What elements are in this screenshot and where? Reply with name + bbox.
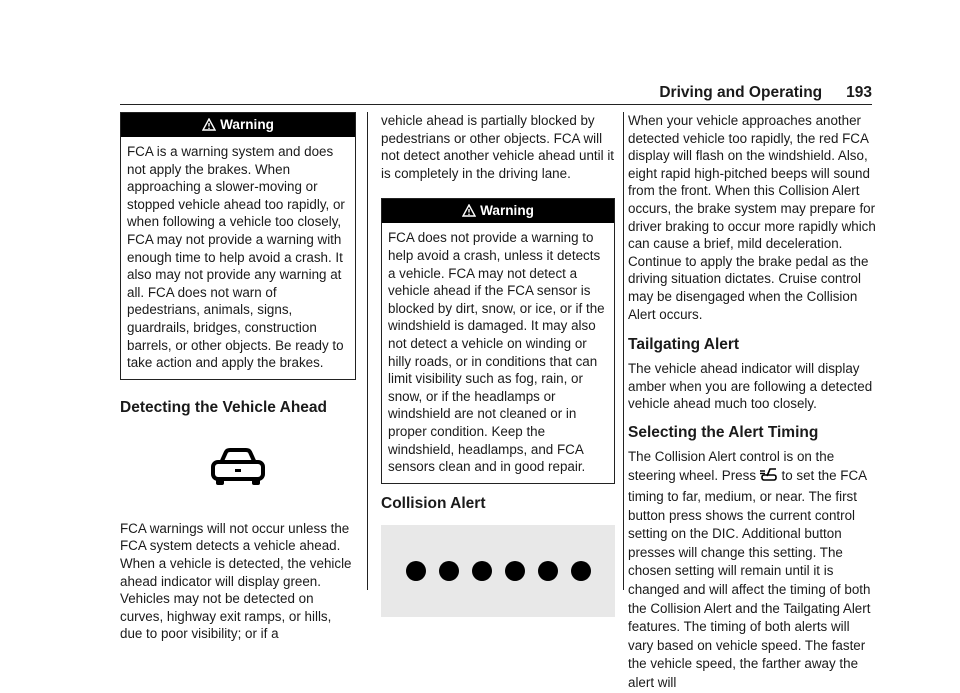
collision-alert-dots (406, 561, 591, 581)
heading-selecting-alert-timing: Selecting the Alert Timing (628, 423, 819, 441)
column-middle (381, 112, 615, 617)
heading-collision-alert: Collision Alert (381, 494, 486, 512)
column-divider-1 (367, 112, 368, 590)
header-rule (120, 104, 872, 105)
fca-timing-icon (760, 468, 778, 489)
paragraph-collision-alert: When your vehicle approaches another detected vehicle too rapidly, the red FCA display will flash on the windshield. Also, eight rapid high-pitched beeps will sound from the front. When this Collision Alert occurs, the brake system may prepare for driver braking to occur more rapidly which can cause a brief, mild deceleration. Continue to apply the brake pedal as the driving situation dictates. Cruise control may be disengaged when the Collision Alert occurs. (628, 113, 876, 322)
column-right (628, 112, 878, 693)
heading-detecting-vehicle-ahead: Detecting the Vehicle Ahead (120, 398, 328, 416)
warning-triangle-icon (462, 204, 476, 217)
timing-text-start: The Collision Alert control is on the steering wheel. Press (628, 448, 835, 483)
warning-box-2 (381, 198, 615, 483)
section-title: Driving and Operating (659, 84, 823, 101)
warning-triangle-icon (202, 118, 216, 131)
running-header (659, 84, 872, 102)
warning-label: Warning (220, 117, 274, 132)
page-number: 193 (846, 84, 872, 101)
vehicle-ahead-indicator (120, 417, 356, 517)
warning-2-text: FCA does not provide a warning to help avoid a crash, unless it detects a vehicle. FCA may not detect a vehicle ahead if the FCA sensor is blocked by dirt, snow, or ice, or if the windshield is damaged. It may also not detect a vehicle on winding or hilly roads, or in conditions that can limit visibility such as fog, rain, or snow, or if the headlamps or windshield are not cleaned or in proper condition. Keep the windshield, headlamps, and FCA sensors clean and in good repair. (388, 230, 605, 475)
alert-dot (439, 561, 459, 581)
alert-dot (406, 561, 426, 581)
collision-alert-graphic (381, 525, 615, 617)
warning-header (382, 199, 614, 223)
column-divider-2 (623, 112, 624, 590)
column-left (120, 112, 356, 643)
paragraph-alert-timing (628, 448, 878, 693)
heading-tailgating-alert: Tailgating Alert (628, 336, 740, 354)
paragraph-tailgating: The vehicle ahead indicator will display amber when you are following a detected vehicle ahead much too closely. (628, 361, 873, 412)
warning-1-text: FCA is a warning system and does not apply the brakes. When approaching a slower-moving or stopped vehicle ahead too rapidly, or when following a vehicle too closely, FCA may not provide a warning with enough time to help avoid a crash. It also may not provide any warning at all. FCA does not warn of pedestrians, animals, signs, guardrails, bridges, construction barrels, or other objects. Be ready to take action and apply the brakes. (127, 144, 345, 371)
alert-dot (472, 561, 492, 581)
alert-dot (538, 561, 558, 581)
paragraph-continued: vehicle ahead is partially blocked by pedestrians or other objects. FCA will not detect another vehicle ahead until it is completely in the driving lane. (381, 113, 615, 181)
timing-text-end: to set the FCA timing to far, medium, or near. The first button press shows the current control setting on the DIC. Additional button presses will change this setting. The chosen setting will remain until it is changed and will affect the timing of both the Collision Alert and the Tailgating Alert features. The timing of both alerts will vary based on vehicle speed. The faster the vehicle speed, the farther away the alert will (628, 467, 871, 691)
warning-header (121, 113, 355, 137)
alert-dot (571, 561, 591, 581)
warning-box-1 (120, 112, 356, 380)
paragraph-fca-warnings: FCA warnings will not occur unless the FCA system detects a vehicle ahead. When a vehicle is detected, the vehicle ahead indicator will display green. Vehicles may not be detected on curves, highway exit ramps, or hills, due to poor visibility; or if a (120, 520, 352, 642)
warning-label: Warning (480, 203, 534, 219)
vehicle-ahead-icon (210, 447, 266, 487)
alert-dot (505, 561, 525, 581)
